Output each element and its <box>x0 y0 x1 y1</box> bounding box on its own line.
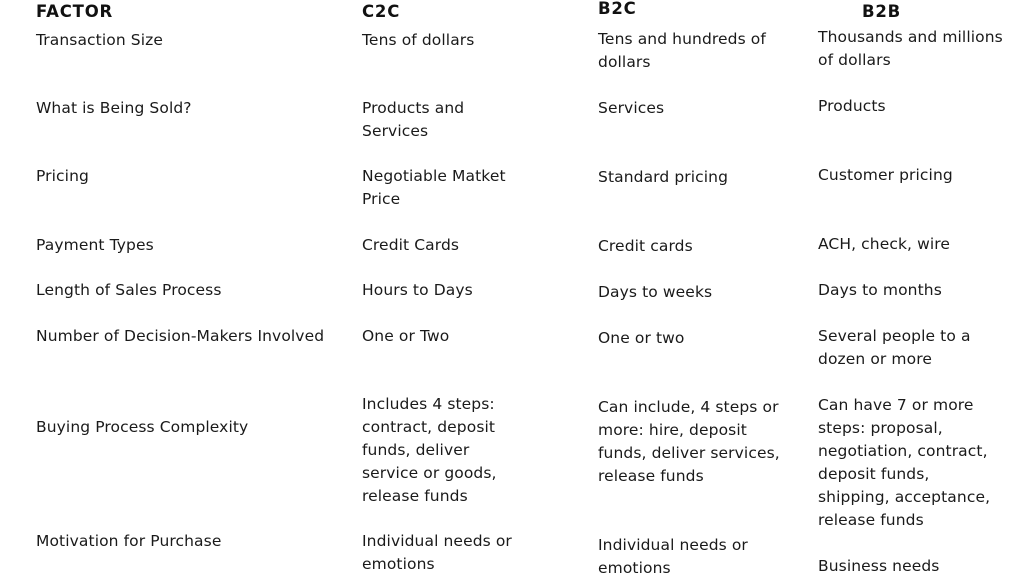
factor-cell: Length of Sales Process <box>36 281 222 299</box>
b2c-cell: Can include, 4 steps or more: hire, deposit funds, deliver services, release funds <box>598 398 780 485</box>
b2c-cell: Credit cards <box>598 237 693 255</box>
b2b-cell: Several people to a dozen or more <box>818 327 971 368</box>
b2c-cell: One or two <box>598 329 685 347</box>
b2b-cell: ACH, check, wire <box>818 235 951 253</box>
header-b2b: B2B <box>862 2 902 21</box>
factor-cell: Transaction Size <box>36 31 164 49</box>
c2c-cell: Individual needs or emotions <box>362 532 512 573</box>
b2c-cell: Individual needs or emotions <box>598 536 748 577</box>
factor-cell: Motivation for Purchase <box>36 532 222 550</box>
header-b2c: B2C <box>598 0 637 18</box>
c2c-cell: Hours to Days <box>362 281 473 299</box>
b2b-cell: Can have 7 or more steps: proposal, negotiation, contract, deposit funds, shipping, acceptance, release funds <box>818 396 991 529</box>
header-c2c: C2C <box>362 2 401 21</box>
c2c-cell: Credit Cards <box>362 236 460 254</box>
factor-cell: Payment Types <box>36 236 154 254</box>
b2b-cell: Days to months <box>818 281 942 299</box>
header-factor: FACTOR <box>36 2 114 21</box>
c2c-cell: Negotiable Matket Price <box>362 167 506 208</box>
b2c-cell: Standard pricing <box>598 168 729 186</box>
c2c-cell: Includes 4 steps: contract, deposit funds, deliver service or goods, release funds <box>362 395 497 505</box>
b2b-cell: Business needs <box>818 557 940 575</box>
factor-cell: What is Being Sold? <box>36 99 192 117</box>
factor-cell: Pricing <box>36 167 89 185</box>
b2b-cell: Thousands and millions of dollars <box>818 28 1003 69</box>
b2c-cell: Tens and hundreds of dollars <box>598 30 766 71</box>
b2b-cell: Products <box>818 97 886 115</box>
factor-cell: Number of Decision-Makers Involved <box>36 327 325 345</box>
b2c-cell: Days to weeks <box>598 283 713 301</box>
b2c-cell: Services <box>598 99 665 117</box>
factor-cell: Buying Process Complexity <box>36 418 249 436</box>
c2c-cell: Tens of dollars <box>362 31 475 49</box>
b2b-cell: Customer pricing <box>818 166 953 184</box>
c2c-cell: One or Two <box>362 327 450 345</box>
c2c-cell: Products and Services <box>362 99 465 140</box>
